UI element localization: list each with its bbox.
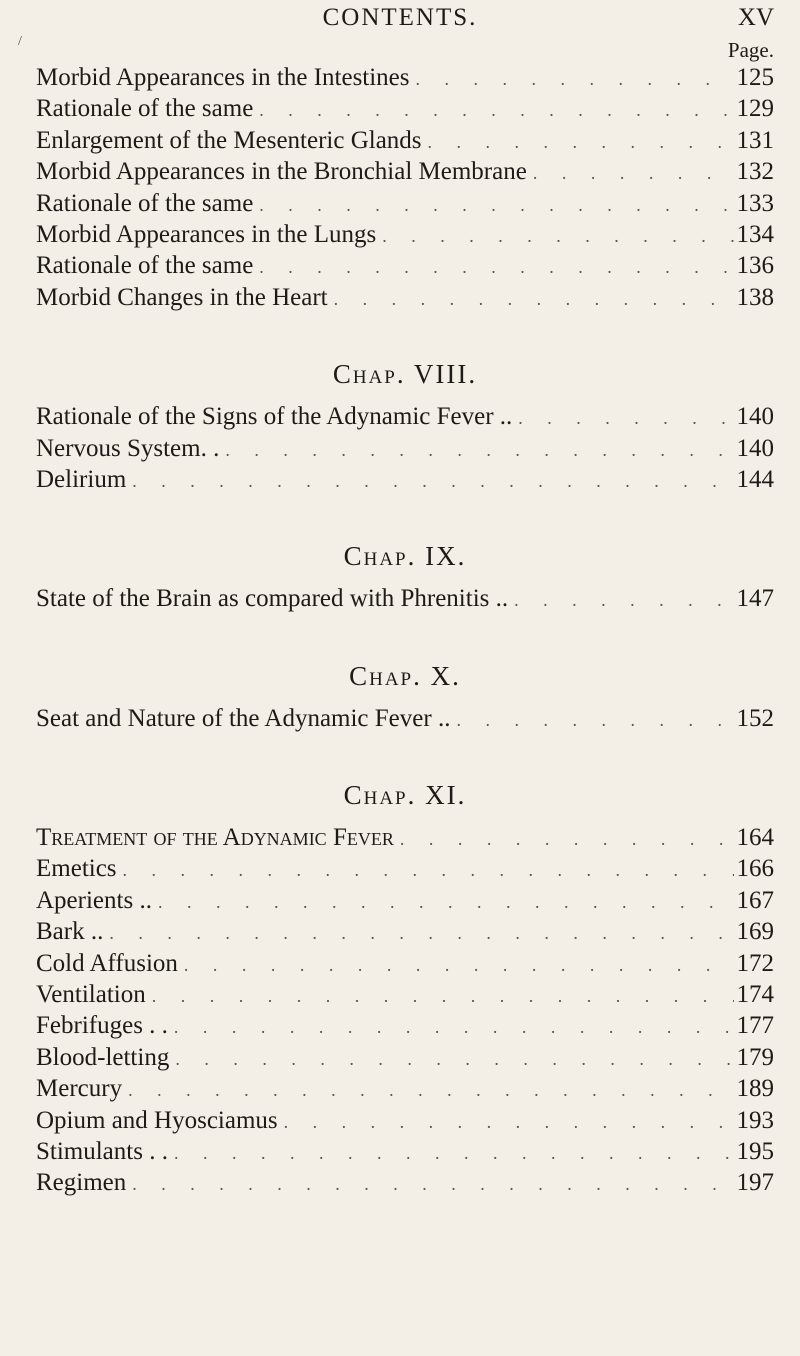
toc-entry-label: Morbid Appearances in the Lungs	[36, 220, 377, 248]
toc-entry-page: 140	[736, 434, 774, 462]
toc-entry-page: 164	[736, 824, 774, 852]
toc-entry-page: 174	[736, 981, 774, 1009]
toc-entry	[36, 585, 774, 616]
dot-leader	[117, 860, 734, 881]
toc-entry-page: 172	[736, 949, 774, 977]
dot-leader	[126, 1174, 734, 1195]
page-column-label: Page.	[727, 38, 774, 62]
dot-leader	[410, 69, 734, 90]
section-gap	[36, 315, 774, 329]
dot-leader	[253, 257, 734, 278]
chapter-heading: Chap. XI.	[343, 780, 467, 811]
toc-entry-label: Regimen	[36, 1169, 127, 1197]
dot-leader	[168, 1017, 734, 1038]
toc-entry-page: 144	[736, 465, 774, 493]
toc-entry	[36, 403, 774, 434]
page-header	[0, 4, 800, 44]
chapter-heading: Chap. IX.	[343, 541, 467, 572]
toc-entry-label: Rationale of the Signs of the Adynamic Fever ..	[36, 403, 513, 431]
dot-leader	[450, 710, 734, 731]
dot-leader	[376, 226, 734, 247]
toc-entry	[36, 1075, 774, 1106]
dot-leader	[178, 955, 734, 976]
toc-entry-page: 132	[736, 158, 774, 186]
dot-leader	[527, 163, 734, 184]
toc-entry	[36, 950, 774, 981]
toc-entry-page: 195	[736, 1137, 774, 1165]
toc-entry	[36, 95, 774, 126]
toc-entry-page: 169	[736, 918, 774, 946]
toc-entry-label: Morbid Appearances in the Bronchial Membrane	[36, 158, 527, 186]
stray-mark: /	[18, 34, 22, 49]
dot-leader	[253, 100, 734, 121]
dot-leader	[122, 1080, 734, 1101]
toc-entry-label: Delirium	[36, 465, 127, 493]
toc-entry	[36, 1044, 774, 1075]
toc-entry-page: 134	[736, 220, 774, 248]
toc-entry	[36, 1169, 774, 1200]
toc-entry	[36, 435, 774, 466]
toc-entry-page: 129	[736, 95, 774, 123]
toc-entry-label: Treatment of the Adynamic Fever	[36, 824, 394, 852]
toc-entry-label: Rationale of the same	[36, 189, 254, 217]
toc-entry-page: 131	[736, 126, 774, 154]
toc-entry-page: 167	[736, 886, 774, 914]
toc-entry-page: 197	[736, 1169, 774, 1197]
toc-entry-page: 133	[736, 189, 774, 217]
toc-entry-label: Bark ..	[36, 918, 104, 946]
dot-leader	[253, 195, 734, 216]
toc-entry-label: Opium and Hyosciamus	[36, 1106, 278, 1134]
toc-entry	[36, 127, 774, 158]
chapter-heading: Chap. VIII.	[332, 359, 478, 390]
toc-entry-page: 136	[736, 252, 774, 280]
toc-entry-label: Blood-letting	[36, 1043, 170, 1071]
toc-entry	[36, 1107, 774, 1138]
toc-entry	[36, 855, 774, 886]
dot-leader	[512, 408, 734, 429]
dot-leader	[422, 132, 734, 153]
toc-entry-label: Febrifuges . .	[36, 1012, 168, 1040]
section-gap	[36, 617, 774, 631]
dot-leader	[126, 471, 734, 492]
toc-entry	[36, 1138, 774, 1169]
toc-entry	[36, 190, 774, 221]
chapter-heading: Chap. X.	[349, 660, 461, 691]
toc-entry	[36, 981, 774, 1012]
toc-entry-label: Nervous System. .	[36, 434, 220, 462]
dot-leader	[103, 923, 734, 944]
toc-entry	[36, 824, 774, 855]
toc-entry-label: Aperients ..	[36, 886, 152, 914]
dot-leader	[146, 986, 734, 1007]
dot-leader	[508, 590, 734, 611]
section-gap	[36, 736, 774, 750]
toc-entry-page: 138	[736, 283, 774, 311]
dot-leader	[328, 289, 734, 310]
toc-entry	[36, 918, 774, 949]
dot-leader	[169, 1049, 734, 1070]
toc-entry-page: 125	[736, 64, 774, 91]
table-of-contents	[36, 64, 774, 1215]
toc-entry-page: 189	[736, 1075, 774, 1103]
toc-entry	[36, 252, 774, 283]
toc-entry-page: 179	[736, 1043, 774, 1071]
toc-entry-label: Seat and Nature of the Adynamic Fever ..	[36, 704, 451, 732]
toc-entry	[36, 158, 774, 189]
toc-entry-page: 177	[736, 1012, 774, 1040]
toc-entry-page: 166	[736, 855, 774, 883]
dot-leader	[394, 829, 734, 850]
toc-entry-label: Rationale of the same	[36, 95, 254, 123]
toc-entry	[36, 705, 774, 736]
toc-entry-label: Rationale of the same	[36, 252, 254, 280]
dot-leader	[219, 440, 734, 461]
toc-entry-label: Cold Affusion	[36, 949, 178, 977]
toc-entry	[36, 284, 774, 315]
toc-entry	[36, 466, 774, 497]
toc-entry	[36, 64, 774, 95]
toc-entry	[36, 1012, 774, 1043]
toc-entry-page: 147	[736, 585, 774, 613]
section-gap	[36, 497, 774, 511]
toc-entry-label: Enlargement of the Mesenteric Glands	[36, 126, 422, 154]
toc-entry-label: Emetics	[36, 855, 117, 883]
toc-entry-label: Morbid Appearances in the Intestines	[36, 64, 410, 91]
toc-entry-label: State of the Brain as compared with Phrenitis ..	[36, 585, 509, 613]
toc-entry	[36, 221, 774, 252]
toc-entry-label: Mercury	[36, 1075, 123, 1103]
dot-leader	[278, 1112, 734, 1133]
dot-leader	[152, 892, 734, 913]
folio-number: XV	[737, 4, 774, 31]
toc-entry-page: 140	[736, 403, 774, 431]
toc-entry	[36, 887, 774, 918]
toc-entry-page: 193	[736, 1106, 774, 1134]
running-title: CONTENTS.	[322, 4, 478, 31]
section-gap	[36, 1201, 774, 1215]
toc-entry-page: 152	[736, 704, 774, 732]
dot-leader	[168, 1143, 734, 1164]
toc-entry-label: Ventilation	[36, 981, 146, 1009]
toc-entry-label: Stimulants . .	[36, 1137, 168, 1165]
toc-entry-label: Morbid Changes in the Heart	[36, 283, 328, 311]
